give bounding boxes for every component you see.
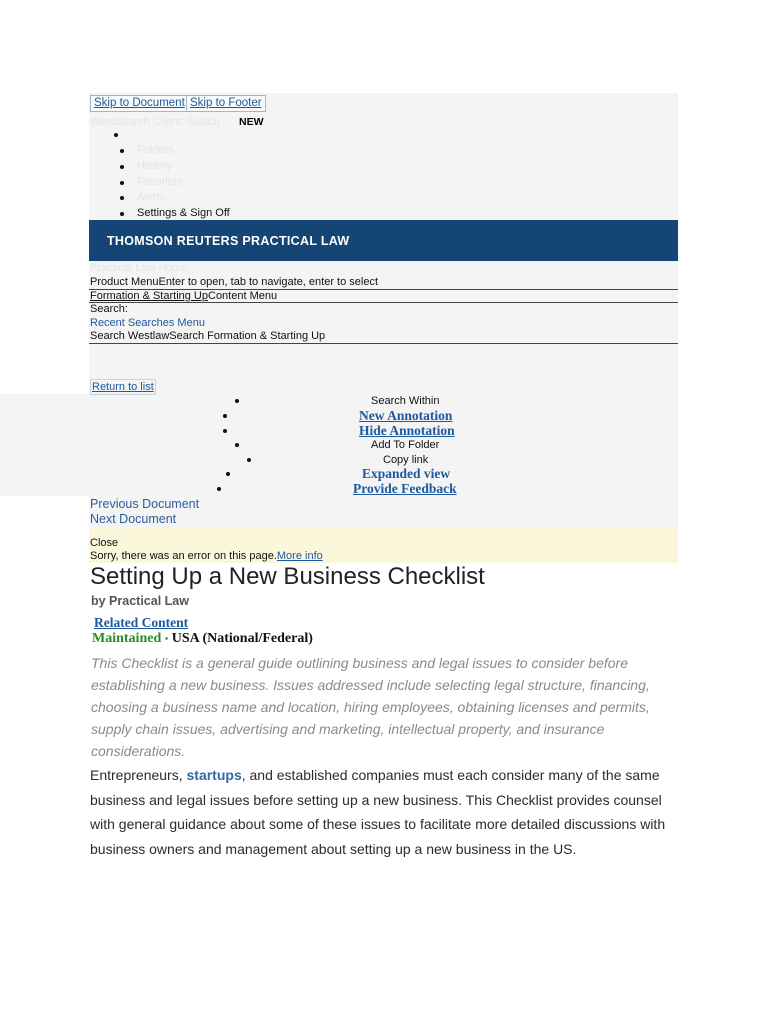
menu-bullet — [120, 196, 124, 200]
menu-item-folders[interactable]: Folders — [137, 144, 174, 156]
toolbar-bullet — [217, 487, 221, 491]
next-document-link[interactable]: Next Document — [90, 512, 177, 526]
toolbar-bullet — [247, 458, 251, 462]
return-to-list-button[interactable]: Return to list — [92, 381, 154, 393]
settings-sign-off-link[interactable]: Settings & Sign Off — [137, 207, 230, 219]
jurisdiction: USA (National/Federal) — [171, 631, 313, 646]
menu-item-history[interactable]: History — [137, 160, 172, 172]
body-text-start: Entrepreneurs, — [90, 767, 187, 783]
expanded-view-button[interactable]: Expanded view — [362, 466, 451, 481]
error-text: Sorry, there was an error on this page. — [90, 550, 277, 562]
error-close-button[interactable]: Close — [90, 537, 119, 549]
document-summary: This Checklist is a general guide outlining business and legal issues to consider before establishing a new business. Issues addressed include selecting legal structure, financing, choosing a business name and location, hiring employees, obtaining licenses and permits, supply chain issues, advertising and marketing, intellectual property, and insurance considerations. — [91, 655, 650, 759]
search-within-button[interactable]: Search Within — [371, 395, 440, 407]
skip-to-footer-link[interactable]: Skip to Footer — [186, 95, 266, 112]
document-status — [92, 631, 313, 647]
search-label: Search: — [90, 303, 128, 315]
more-info-link[interactable]: More info — [276, 550, 323, 562]
toolbar-bullet — [235, 399, 239, 403]
top-faint-links[interactable]: WestSearch Client: Switch — [90, 116, 220, 128]
byline: by Practical Law — [91, 594, 189, 608]
brand-banner[interactable] — [89, 220, 678, 261]
content-menu-link[interactable]: Formation & Starting Up — [90, 290, 208, 302]
toolbar-bullet — [223, 429, 227, 433]
brand-logo-text: THOMSON REUTERS PRACTICAL LAW — [107, 234, 350, 248]
copy-link-button[interactable]: Copy link — [383, 454, 429, 466]
toolbar-bullet — [226, 472, 230, 476]
toolbar-bullet — [223, 414, 227, 418]
related-content-link[interactable]: Related Content — [94, 615, 189, 630]
skip-to-document-link[interactable]: Skip to Document — [90, 95, 189, 112]
maintained-status: Maintained — [92, 631, 162, 646]
recent-searches-menu[interactable]: Recent Searches Menu — [90, 317, 205, 329]
divider — [89, 302, 678, 303]
menu-item-alerts[interactable]: Alerts — [137, 191, 166, 203]
menu-bullet — [120, 149, 124, 153]
menu-bullet — [120, 165, 124, 169]
status-separator: • — [164, 634, 169, 645]
previous-document-link[interactable]: Previous Document — [90, 497, 200, 511]
divider — [89, 343, 678, 344]
menu-bullet — [114, 133, 118, 137]
new-annotation-button[interactable]: New Annotation — [359, 408, 453, 423]
menu-item-favorites[interactable]: Favorites — [137, 176, 183, 188]
startups-link[interactable]: startups — [186, 767, 242, 783]
provide-feedback-button[interactable]: Provide Feedback — [353, 481, 457, 496]
product-menu[interactable]: Product MenuEnter to open, tab to navigate, enter to select — [90, 276, 379, 288]
menu-bullet — [120, 212, 124, 216]
add-to-folder-button[interactable]: Add To Folder — [371, 439, 440, 451]
body-text-rest: , and established companies must each consider many of the same business and legal issues before setting up a new business. This Checklist provides counsel with general guidance about some of these issues to facilitate more detailed discussions with business owners and management about setting up a new business in the US. — [90, 767, 666, 857]
content-menu-suffix: Content Menu — [208, 290, 278, 302]
error-message — [90, 550, 323, 563]
document-body — [90, 763, 685, 861]
menu-bullet — [120, 181, 124, 185]
left-panel-background — [0, 394, 218, 496]
search-options[interactable]: Search WestlawSearch Formation & Starting Up — [90, 330, 326, 342]
practical-law-home-tab[interactable]: Practical Law Home — [90, 262, 188, 274]
toolbar-bullet — [235, 443, 239, 447]
hide-annotation-button[interactable]: Hide Annotation — [359, 423, 455, 438]
page-title: Setting Up a New Business Checklist — [90, 563, 485, 590]
new-badge: NEW — [239, 116, 264, 128]
